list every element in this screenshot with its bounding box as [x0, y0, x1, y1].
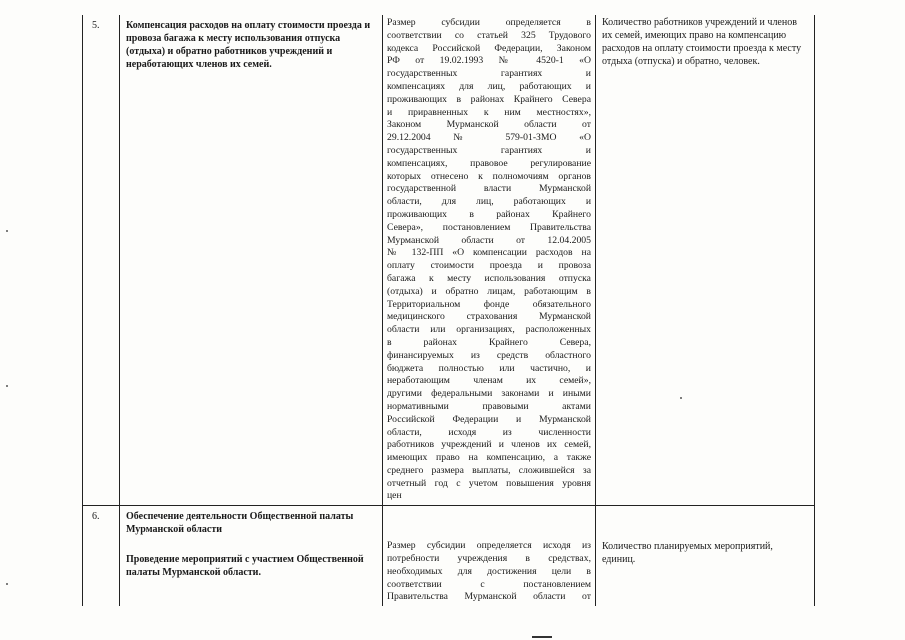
text-line: Размер субсидии определяется в — [387, 17, 591, 28]
indicator-cell — [596, 15, 815, 506]
text-line: компенсациях, правовое регулирование — [387, 157, 591, 169]
text-line: области или организациях, расположенных — [387, 324, 591, 336]
text-line: компенсациях для лиц, работающих и — [387, 80, 591, 92]
text-line: государственной власти Мурманской — [387, 183, 591, 195]
text-line: Севера», постановлением Правительства — [387, 221, 591, 233]
text-line: области, исходя из численности — [387, 426, 591, 438]
calculation-cell — [383, 15, 596, 506]
text-line: багажа к месту использования отпуска — [387, 272, 591, 284]
text-line: работников учреждений и членов их семей, — [387, 439, 591, 451]
indicator-text: Количество планируемых мероприятий, единиц. — [602, 541, 773, 566]
table-row — [83, 15, 815, 506]
text-line: РФ от 19.02.1993 № 4520-1 «О — [387, 55, 591, 67]
row-number: 6. — [92, 511, 100, 523]
text-line: имеющих право на компенсацию, а также — [387, 452, 591, 464]
row-number-cell — [83, 506, 120, 606]
calculation-cell — [383, 506, 596, 606]
text-line: 29.12.2004 № 579-01-ЗМО «О — [387, 132, 591, 144]
text-line: государственных гарантиях и — [387, 68, 591, 80]
text-line: необходимых для достижения цели в — [387, 565, 591, 577]
text-line: Размер субсидии определяется исходя из — [387, 540, 591, 552]
calculation-text — [383, 506, 595, 606]
text-line: кодекса Российской Федерации, Законом — [387, 42, 591, 54]
text-line: другими федеральными законами и иными — [387, 388, 591, 400]
text-line: бюджета полностью или частично, и — [387, 362, 591, 374]
row-number-cell — [83, 15, 120, 506]
text-line: соответствии с постановлением — [387, 578, 591, 590]
text-line: № 132-ПП «О компенсации расходов на — [387, 247, 591, 259]
text-line: отчетный год с учетом повышения уровня — [387, 477, 591, 489]
text-line: в районах Крайнего Севера, — [387, 336, 591, 348]
text-line: цен — [387, 490, 402, 502]
indicator-text: Количество работников учреждений и членов их семей, имеющих право на компенсацию расходов на оплату стоимости проезда к месту отдыха (отпуска) и обратно, человек. — [602, 17, 802, 67]
subsidy-table — [82, 15, 815, 606]
row-title-cell — [120, 506, 383, 606]
scan-speck — [6, 385, 8, 387]
scan-speck — [6, 230, 8, 232]
row-title: Компенсация расходов на оплату стоимости проезда и провоза багажа к месту использования отпуска (отдыха) и обратно работников учреждений и неработающих членов их семей. — [126, 20, 371, 70]
scan-speck — [680, 397, 682, 399]
row-subtitle: Проведение мероприятий с участием Общественной палаты Мурманской области. — [126, 554, 364, 579]
row-title: Обеспечение деятельности Общественной палаты Мурманской области — [126, 511, 354, 536]
text-line: потребности учреждения в средствах, — [387, 553, 591, 565]
row-title-cell — [120, 15, 383, 506]
text-line: (отдыха) и обратно лицам, работающим в — [387, 285, 591, 297]
text-line: области, для лиц, работающих и — [387, 196, 591, 208]
text-line: и приравненных к ним местностях», — [387, 106, 591, 118]
text-line: медицинского страхования Мурманской — [387, 311, 591, 323]
text-line: Российской Федерации и Мурманской — [387, 413, 591, 425]
text-line: государственных гарантиях и — [387, 144, 591, 156]
row-number: 5. — [92, 20, 100, 31]
text-line: среднего размера выплаты, сложившейся за — [387, 464, 591, 476]
indicator-cell — [596, 506, 815, 606]
calculation-text — [383, 15, 595, 505]
text-line: нормативными правовыми актами — [387, 400, 591, 412]
text-line: Правительства Мурманской области от — [387, 591, 591, 603]
text-line: которых отнесено к полномочиям органов — [387, 170, 591, 182]
text-line: проживающих в районах Крайнего — [387, 208, 591, 220]
table-row — [83, 506, 815, 606]
scan-speck — [6, 583, 8, 585]
text-line: Территориальном фонде обязательного — [387, 298, 591, 310]
text-line: оплату стоимости проезда и провоза — [387, 260, 591, 272]
text-line: соответствии со статьей 325 Трудового — [387, 29, 591, 41]
scan-mark — [532, 636, 552, 638]
text-line: Законом Мурманской области от — [387, 119, 591, 131]
text-line: финансируемых из средств областного — [387, 349, 591, 361]
text-line: Мурманской области от 12.04.2005 — [387, 234, 591, 246]
text-line: неработающим членам их семей», — [387, 375, 591, 387]
text-line: проживающих в районах Крайнего Севера — [387, 93, 591, 105]
